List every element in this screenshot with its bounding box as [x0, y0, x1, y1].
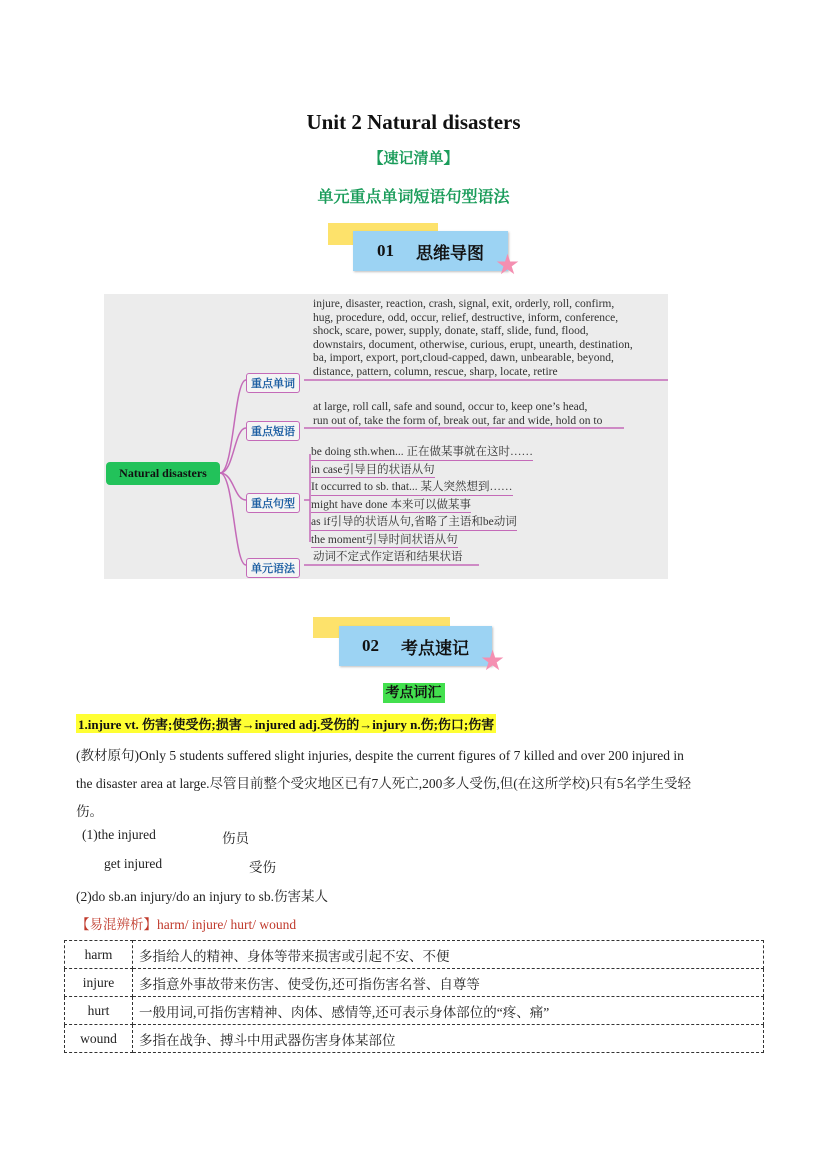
table-cell-word: wound — [65, 1025, 133, 1053]
phrase-1-en: (1)the injured — [82, 827, 156, 842]
table-cell-desc: 多指在战争、搏斗中用武器伤害身体某部位 — [133, 1025, 764, 1053]
section1-banner — [353, 231, 508, 271]
section2-label: 考点速记 — [401, 638, 469, 659]
phrases-line: run out of, take the form of, break out, far and wide, hold on to — [313, 414, 603, 427]
section1-label: 思维导图 — [416, 243, 484, 264]
phrase-3: (2)do sb.an injury/do an injury to sb.伤害某人 — [76, 889, 328, 904]
phrase-2-cn: 受伤 — [249, 860, 276, 875]
table-row — [65, 969, 764, 997]
grammar-line: 动词不定式作定语和结果状语 — [313, 551, 463, 563]
page-subtitle-2: 单元重点单词短语句型语法 — [317, 187, 510, 206]
phrases-line: at large, roll call, safe and sound, occur to, keep one’s head, — [313, 401, 588, 413]
entry-headword: 1.injure vt. 伤害;使受伤;损害→injured adj.受伤的→injury n.伤;伤口;伤害 — [76, 714, 496, 733]
table-cell-desc: 多指给人的精神、身体等带来损害或引起不安、不便 — [133, 941, 764, 969]
distinguish-tag: 【易混辨析】 — [76, 917, 157, 932]
table-cell-word: injure — [65, 969, 133, 997]
page-subtitle: 【速记清单】 — [368, 149, 459, 167]
table-row — [65, 997, 764, 1025]
words-line: hug, procedure, odd, occur, relief, destructive, inform, conference, — [313, 311, 619, 324]
source-sentence — [76, 742, 756, 826]
table-cell-desc: 多指意外事故带来伤害、使受伤,还可指伤害名誉、自尊等 — [133, 969, 764, 997]
branch-node-grammar: 单元语法 — [246, 558, 300, 578]
phrases-list — [313, 401, 653, 428]
grammar-list — [313, 551, 463, 565]
words-line: downstairs, document, otherwise, curious, erupt, unearth, destination, — [313, 338, 633, 351]
section1-number: 01 — [377, 241, 394, 260]
table-cell-desc: 一般用词,可指伤害精神、肉体、感情等,还可表示身体部位的“疼、痛” — [133, 997, 764, 1025]
mind-map-root: Natural disasters — [106, 462, 220, 485]
vocab-heading: 考点词汇 — [383, 683, 445, 703]
source-line: (教材原句)Only 5 students suffered slight injuries, despite the current figures of 7 killed and over 200 injured in — [76, 748, 684, 763]
words-line: ba, import, export, port,cloud-capped, dawn, unbearable, beyond, — [313, 352, 614, 364]
words-line: injure, disaster, reaction, crash, signal, exit, orderly, roll, confirm, — [313, 298, 615, 310]
star-icon: ★ — [495, 248, 521, 281]
words-line: distance, pattern, column, rescue, sharp, locate, retire — [313, 365, 558, 378]
section2-number: 02 — [362, 636, 379, 655]
source-line: 伤。 — [76, 804, 103, 819]
sentence-pattern: as if引导的状语从句,省略了主语和be动词 — [311, 516, 517, 531]
words-line: shock, scare, power, supply, donate, staff, slide, fund, flood, — [313, 325, 589, 337]
phrase-1-cn: 伤员 — [222, 831, 249, 846]
sentence-pattern: might have done 本来可以做某事 — [311, 499, 471, 514]
star-icon: ★ — [480, 644, 506, 677]
page-title: Unit 2 Natural disasters — [306, 110, 521, 134]
distinguish-line — [76, 913, 296, 933]
sentence-pattern: be doing sth.when... 正在做某事就在这时…… — [311, 446, 533, 461]
phrase-2-en: get injured — [104, 856, 163, 871]
table-row — [65, 941, 764, 969]
table-cell-word: harm — [65, 941, 133, 969]
source-line: the disaster area at large.尽管目前整个受灾地区已有7人死亡,200多人受伤,但(在这所学校)只有5名学生受轻 — [76, 776, 692, 791]
table-cell-word: hurt — [65, 997, 133, 1025]
sentence-pattern: It occurred to sb. that... 某人突然想到…… — [311, 481, 513, 496]
distinguish-words: harm/ injure/ hurt/ wound — [157, 917, 297, 932]
branch-node-phrases: 重点短语 — [246, 421, 300, 441]
branch-node-sentences: 重点句型 — [246, 493, 300, 513]
sentence-pattern: in case引导目的状语从句 — [311, 464, 435, 479]
compare-table — [64, 940, 764, 1053]
sentence-pattern: the moment引导时间状语从句 — [311, 534, 458, 549]
vocab-heading-wrap — [0, 682, 827, 702]
table-row — [65, 1025, 764, 1053]
branch-node-words: 重点单词 — [246, 373, 300, 393]
section2-banner — [339, 626, 492, 666]
sentences-list — [311, 446, 533, 548]
words-list — [313, 298, 665, 379]
